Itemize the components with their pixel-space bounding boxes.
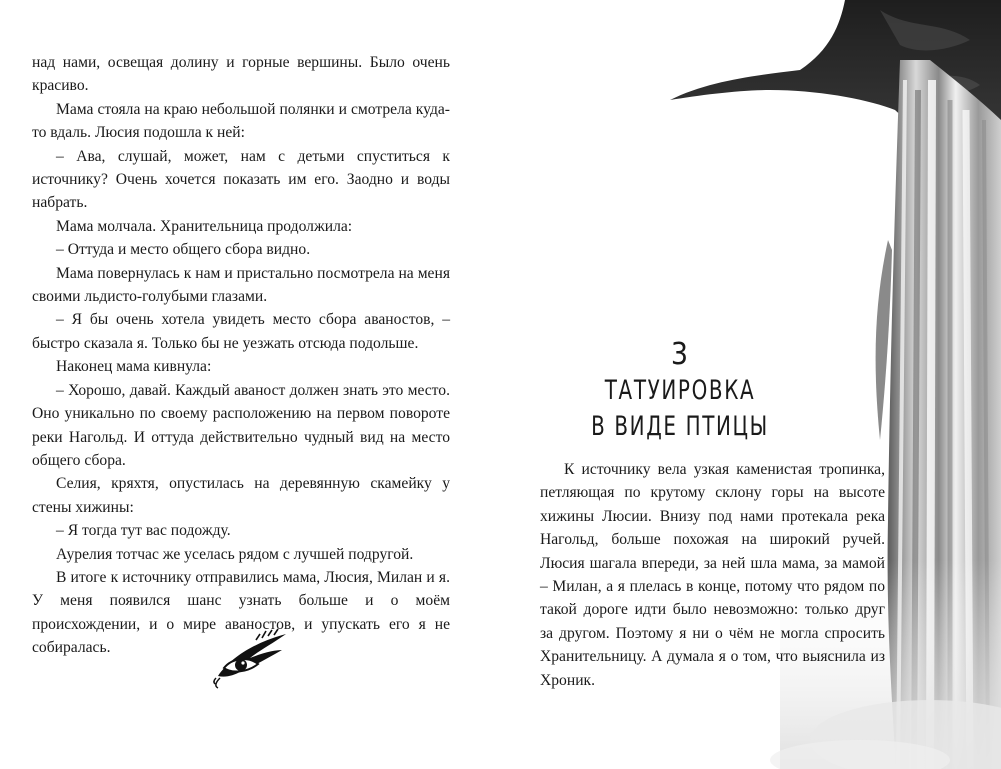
paragraph: Мама повернулась к нам и пристально посмотрела на меня своими льдисто-голубыми глазами. xyxy=(32,264,450,306)
paragraph: Наконец мама кивнула: xyxy=(56,358,212,376)
paragraph: над нами, освещая долину и горные вершины. Было очень красиво. xyxy=(32,54,450,95)
chapter-title-line-2: В ВИДЕ ПТИЦЫ xyxy=(591,411,769,442)
chapter-heading xyxy=(560,338,800,444)
right-page-text xyxy=(540,458,885,692)
paragraph: Селия, кряхтя, опустилась на деревянную скамейку у стены хижины: xyxy=(32,475,450,516)
paragraph: К источнику вела узкая каменистая тропинка, петляющая по крутому склону горы на высоте хижины Люсии. Внизу под нами протекала река Нагольд, больше похожая на широкий ручей. Люсия шагала впереди, за ней шла мама, за мамой – Милан, а я плелась в конце, потому что рядом по такой дороге идти было невозможно: только друг за другом. Поэтому я ни о чём не могла спросить Хранительницу. А думала я о том, что выяснила из Хроник. xyxy=(540,461,885,689)
left-page-text xyxy=(32,51,450,660)
paragraph: Мама стояла на краю небольшой полянки и смотрела куда-то вдаль. Люсия подошла к ней: xyxy=(32,100,450,142)
paragraph: Мама молчала. Хранительница продолжила: xyxy=(56,217,353,235)
chapter-number: 3 xyxy=(670,337,690,372)
paragraph: – Ава, слушай, может, нам с детьми спуститься к источнику? Очень хочется показать им его. Заодно и воды набрать. xyxy=(32,147,450,212)
paragraph: – Оттуда и место общего сбора видно. xyxy=(56,241,311,259)
left-page xyxy=(0,0,500,769)
paragraph: – Я бы очень хотела увидеть место сбора аваностов, – быстро сказала я. Только бы не уезжать отсюда подольше. xyxy=(32,311,450,352)
paragraph: В итоге к источнику отправились мама, Люсия, Милан и я. У меня появился шанс узнать больше и о моём происхождении, и о мире аваностов, и упускать его я не собиралась. xyxy=(32,568,450,657)
paragraph: Аурелия тотчас же уселась рядом с лучшей подругой. xyxy=(56,545,414,563)
paragraph: – Я тогда тут вас подожду. xyxy=(56,522,231,540)
paragraph: – Хорошо, давай. Каждый аваност должен знать это место. Оно уникально по своему расположению на первом повороте реки Нагольд. И оттуда действительно чудный вид на место общего сбора. xyxy=(32,381,450,469)
chapter-title-line-1: ТАТУИРОВКА xyxy=(604,375,756,406)
eye-feather-ornament-icon xyxy=(210,628,290,690)
